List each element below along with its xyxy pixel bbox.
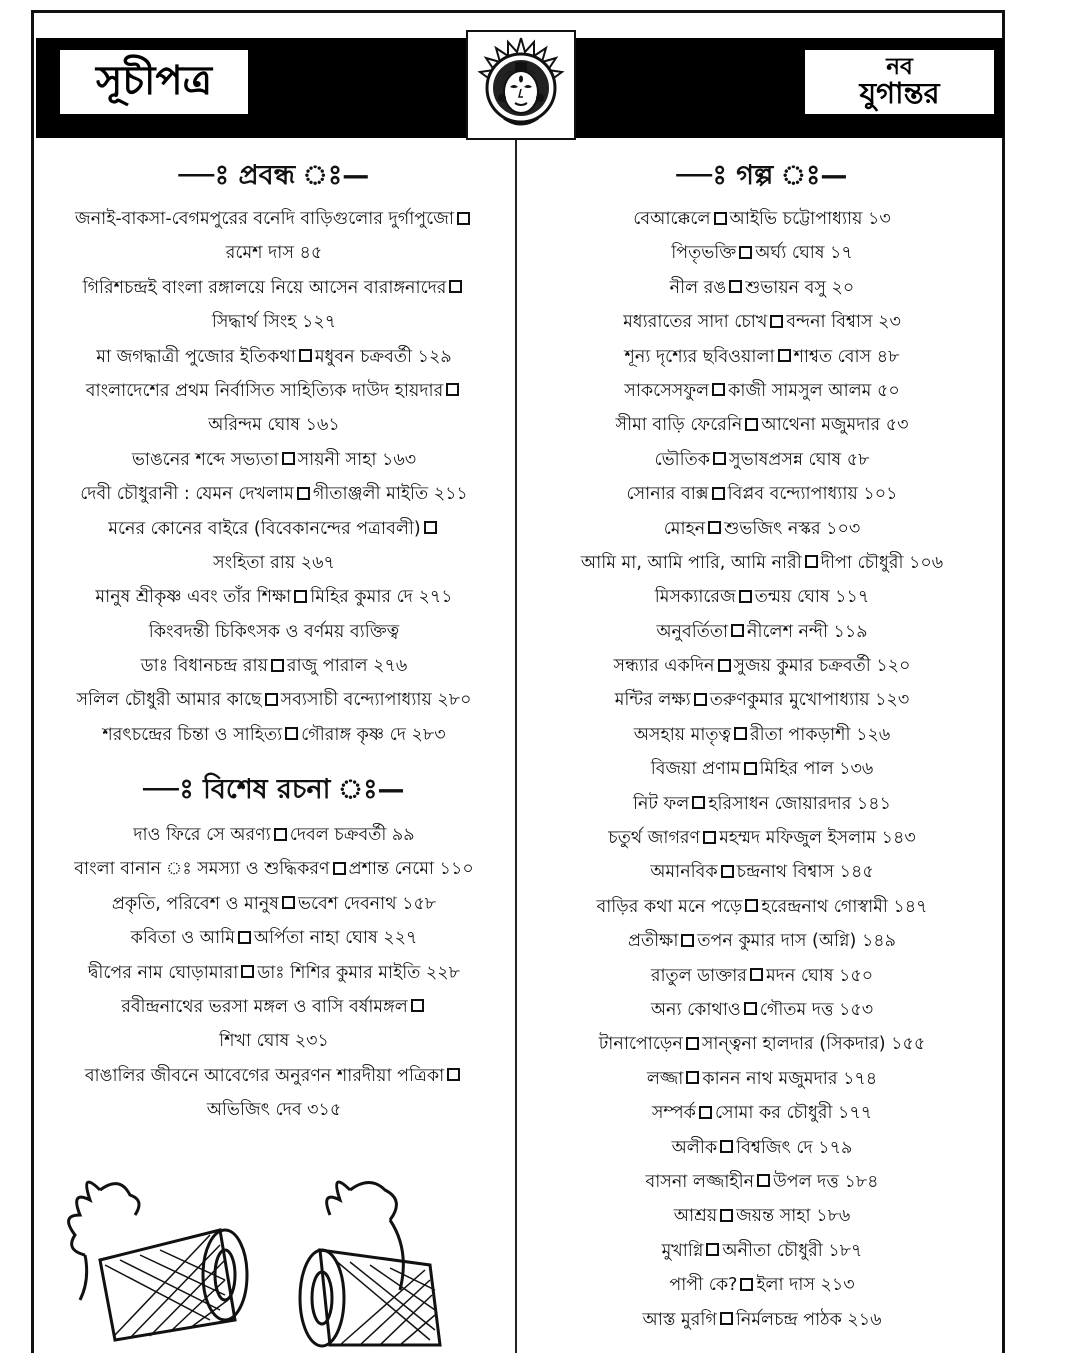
list-item: সিদ্ধার্থ সিংহ ১২৭ (211, 312, 337, 333)
list-item: শিখা ঘোষ ২৩১ (219, 1031, 329, 1052)
list-item: প্রকৃতি, পরিবেশ ও মানুষ ভবেশ দেবনাথ ১৫৮ (111, 893, 437, 914)
section-heading-golpo: —ঃ গল্প ঃ— (676, 160, 848, 191)
list-item: বাঙালির জীবনে আবেগের অনুরণন শারদীয়া পত্রিকা (36, 1059, 512, 1093)
dhak-drums-icon (60, 1170, 480, 1353)
list-item: ডাঃ বিধানচন্দ্র রায় রাজু পারাল ২৭৬ (140, 656, 408, 677)
golpo-section (520, 158, 1004, 194)
list-item: বাংলা বানান ঃ সমস্যা ও শুদ্ধিকরণ প্রশান্ত নেমো ১১০ (74, 859, 474, 880)
list-item: শূন্য দৃশ্যের ছবিওয়ালা শাশ্বত বোস ৪৮ (624, 346, 900, 367)
list-item: অভিজিৎ দেব ৩১৫ (206, 1100, 342, 1121)
bishesh-section (36, 772, 512, 808)
list-item: মনের কোনের বাইরে (বিবেকানন্দের পত্রাবলী) (36, 512, 512, 546)
list-item: বাড়ির কথা মনে পড়ে হরেন্দ্রনাথ গোস্বামী ১৪৭ (596, 896, 928, 917)
list-item: অসহায় মাতৃত্ব রীতা পাকড়াশী ১২৬ (633, 724, 891, 745)
list-item: রাতুল ডাক্তার মদন ঘোষ ১৫০ (650, 965, 874, 986)
list-item: সোনার বাক্স বিপ্লব বন্দ্যোপাধ্যায় ১০১ (626, 484, 898, 505)
list-item: জনাই-বাকসা-বেগমপুরের বনেদি বাড়িগুলোর দুর্গাপুজো (36, 202, 512, 236)
prabandha-section (36, 158, 512, 194)
list-item: মানুষ শ্রীকৃষ্ণ এবং তাঁর শিক্ষা মিহির কুমার দে ২৭১ (95, 587, 453, 608)
list-item: শরৎচন্দ্রের চিন্তা ও সাহিত্য গৌরাঙ্গ কৃষ্ণ দে ২৮৩ (102, 724, 446, 745)
section-heading-bishesh: —ঃ বিশেষ রচনা ঃ— (143, 774, 405, 805)
list-item: প্রতীক্ষা তপন কুমার দাস (অগ্নি) ১৪৯ (627, 931, 897, 952)
list-item: অরিন্দম ঘোষ ১৬১ (208, 415, 340, 436)
list-item: সন্ধ্যার একদিন সুজয় কুমার চক্রবর্তী ১২০ (613, 656, 911, 677)
page-title: সূচীপত্র (96, 57, 212, 104)
title-box-suchipatra (58, 48, 250, 116)
publication-title-line2: যুগান্তর (859, 76, 940, 110)
list-item: বাংলাদেশের প্রথম নির্বাসিত সাহিত্যিক দাউদ হায়দার (36, 374, 512, 408)
list-item: চতুর্থ জাগরণ মহম্মদ মফিজুল ইসলাম ১৪৩ (608, 828, 916, 849)
list-item: আশ্রয় জয়ন্ত সাহা ১৮৬ (673, 1206, 851, 1227)
list-item: বাসনা লজ্জাহীন উপল দত্ত ১৮৪ (645, 1171, 879, 1192)
list-item: পিতৃভক্তি অর্ঘ্য ঘোষ ১৭ (671, 243, 853, 264)
list-item: আস্ত মুরগি নির্মলচন্দ্র পাঠক ২১৬ (642, 1309, 882, 1330)
title-box-nabajugantar (803, 48, 996, 116)
list-item: নীল রঙ শুভায়ন বসু ২০ (669, 277, 855, 298)
list-item: আমি মা, আমি পারি, আমি নারী দীপা চৌধুরী ১০৬ (580, 552, 944, 573)
list-item: বেআক্কেলে আইভি চট্টোপাধ্যায় ১৩ (633, 209, 891, 229)
list-item: ভৌতিক সুভাষপ্রসন্ন ঘোষ ৫৮ (654, 449, 870, 470)
list-item: ভাঙনের শব্দে সভ্যতা সায়নী সাহা ১৬৩ (131, 449, 417, 470)
list-item: কিংবদন্তী চিকিৎসক ও বর্ণময় ব্যক্তিত্ব (148, 621, 400, 642)
list-item: অন্য কোথাও গৌতম দত্ত ১৫৩ (650, 999, 874, 1020)
list-item: সাকসেসফুল কাজী সামসুল আলম ৫০ (624, 380, 900, 401)
list-item: মধ্যরাতের সাদা চোখ বন্দনা বিশ্বাস ২৩ (623, 312, 901, 333)
list-item: কবিতা ও আমি অর্পিতা নাহা ঘোষ ২২৭ (130, 928, 418, 949)
prabandha-list (36, 202, 512, 752)
list-item: অলীক বিশ্বজিৎ দে ১৭৯ (671, 1137, 853, 1158)
list-item: মিসক্যারেজ তন্ময় ঘোষ ১১৭ (654, 587, 870, 608)
list-item: সলিল চৌধুরী আমার কাছে সব্যসাচী বন্দ্যোপাধ্যায় ২৮০ (76, 690, 472, 711)
list-item: সীমা বাড়ি ফেরেনি আথেনা মজুমদার ৫৩ (615, 415, 909, 436)
list-item: টানাপোড়েন সান্ত্বনা হালদার (সিকদার) ১৫৫ (598, 1034, 926, 1055)
list-item: রবীন্দ্রনাথের ভরসা মঙ্গল ও বাসি বর্ষামঙ্গল (36, 990, 512, 1024)
list-item: সংহিতা রায় ২৬৭ (213, 552, 335, 573)
list-item: অনুবর্তিতা নীলেশ নন্দী ১১৯ (656, 621, 868, 642)
list-item: পাপী কে? ইলা দাস ২১৩ (669, 1275, 855, 1296)
list-item: নিট ফল হরিসাধন জোয়ারদার ১৪১ (632, 793, 892, 814)
publication-title-line1: নব (886, 54, 913, 80)
list-item: বিজয়া প্রণাম মিহির পাল ১৩৬ (650, 759, 874, 780)
list-item: দাও ফিরে সে অরণ্য দেবল চক্রবর্তী ৯৯ (133, 825, 415, 845)
list-item: দেবী চৌধুরানী : যেমন দেখলাম গীতাঞ্জলী মাইতি ২১১ (80, 484, 468, 505)
list-item: দ্বীপের নাম ঘোড়ামারা ডাঃ শিশির কুমার মাইতি ২২৮ (87, 962, 461, 983)
list-item: সম্পর্ক সোমা কর চৌধুরী ১৭৭ (651, 1103, 873, 1124)
list-item: মা জগদ্ধাত্রী পুজোর ইতিকথা মধুবন চক্রবর্তী ১২৯ (96, 346, 452, 367)
list-item: মুখাগ্নি অনীতা চৌধুরী ১৮৭ (661, 1240, 863, 1261)
list-item: লজ্জা কানন নাথ মজুমদার ১৭৪ (646, 1068, 878, 1089)
list-item: অমানবিক চন্দ্রনাথ বিশ্বাস ১৪৫ (650, 862, 874, 883)
section-heading-prabandha: —ঃ প্রবন্ধ ঃ— (178, 160, 370, 191)
list-item: রমেশ দাস ৪৫ (225, 243, 323, 264)
list-item: মন্টির লক্ষ্য তরুণকুমার মুখোপাধ্যায় ১২৩ (614, 690, 910, 711)
golpo-list (520, 202, 1004, 1337)
goddess-durga-face-icon (466, 30, 576, 140)
column-divider (515, 140, 517, 1353)
list-item: মোহন শুভজিৎ নস্কর ১০৩ (663, 518, 861, 539)
bishesh-list (36, 818, 512, 1128)
list-item: গিরিশচন্দ্রই বাংলা রঙ্গালয়ে নিয়ে আসেন বারাঙ্গনাদের (36, 271, 512, 305)
